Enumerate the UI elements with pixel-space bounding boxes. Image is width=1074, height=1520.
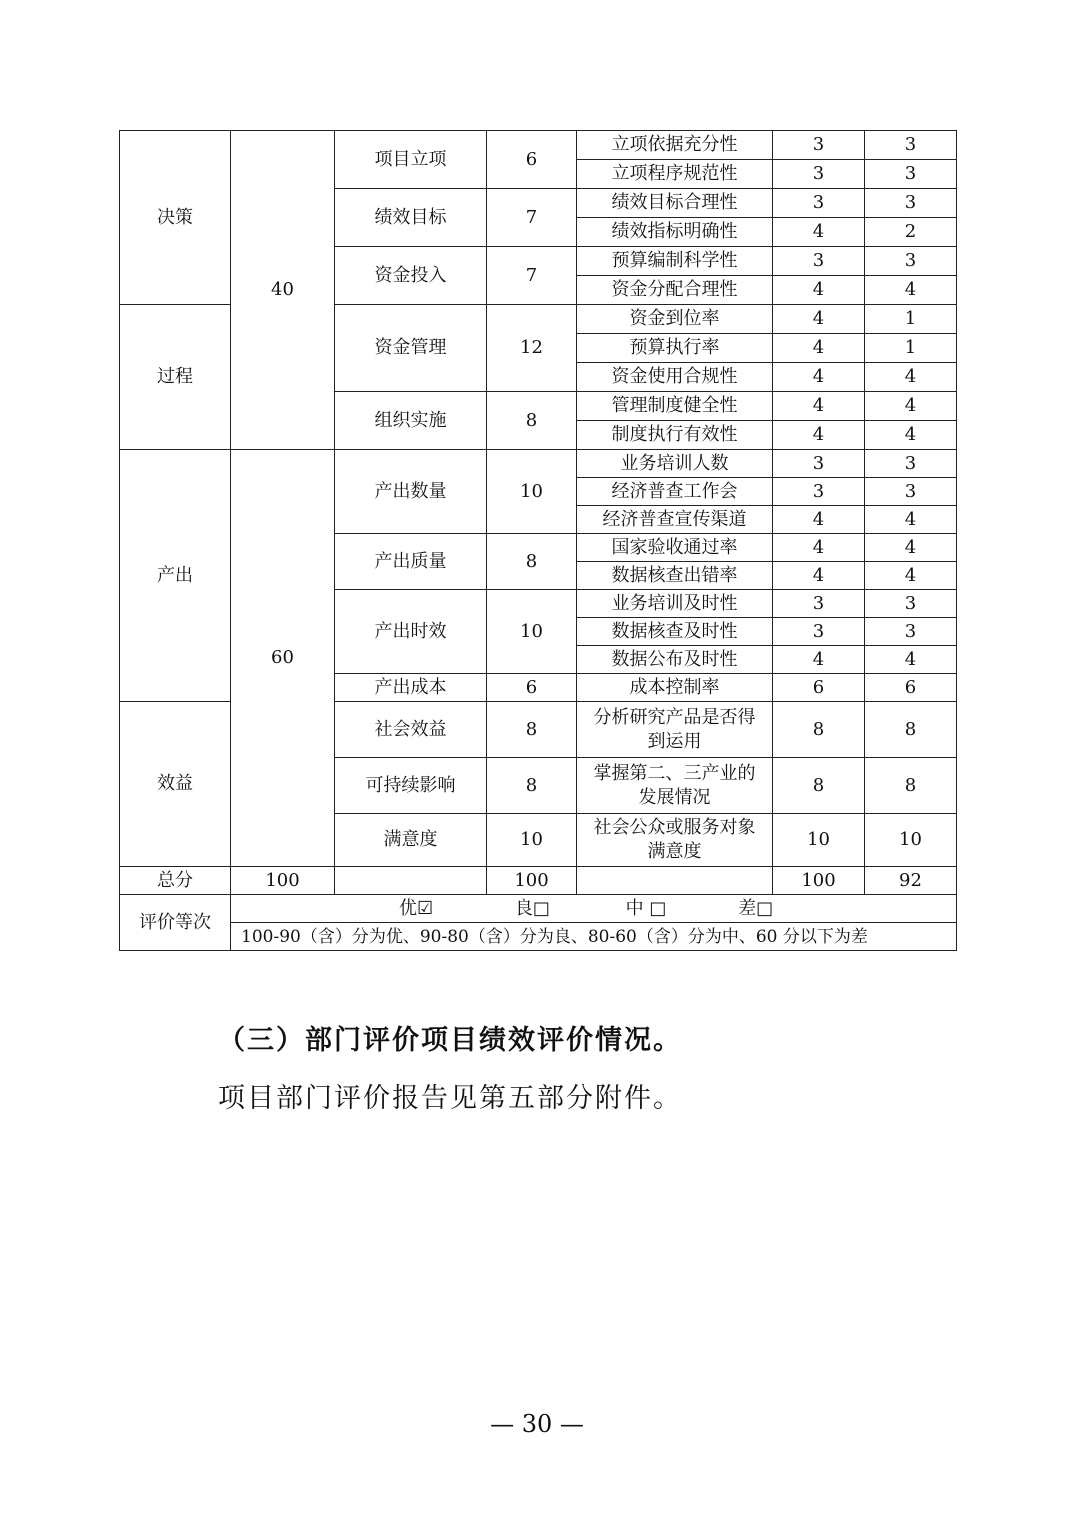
total-score: 92 (865, 867, 957, 895)
category-l2: 社会效益 (335, 702, 487, 758)
section-heading: （三）部门评价项目绩效评价情况。 (218, 1025, 682, 1056)
score: 1 (865, 334, 957, 363)
category-l2-score: 10 (487, 814, 577, 867)
grade-good: 良□ (514, 897, 550, 919)
weight: 4 (773, 534, 865, 562)
category-l2-score: 6 (487, 131, 577, 189)
indicator: 业务培训及时性 (577, 590, 773, 618)
indicator: 数据核查出错率 (577, 562, 773, 590)
indicator: 国家验收通过率 (577, 534, 773, 562)
weight: 4 (773, 506, 865, 534)
category-l2: 产出成本 (335, 674, 487, 702)
grade-excellent: 优☑ (399, 897, 434, 919)
indicator: 经济普查宣传渠道 (577, 506, 773, 534)
indicator-line: 发展情况 (638, 786, 711, 808)
category-l2-score: 12 (487, 305, 577, 392)
indicator: 立项程序规范性 (577, 160, 773, 189)
category-l1-score: 40 (231, 131, 335, 450)
indicator: 预算编制科学性 (577, 247, 773, 276)
category-l1: 过程 (120, 305, 231, 450)
grade-medium: 中 □ (625, 897, 667, 919)
table-row (120, 450, 957, 478)
grade-poor: 差□ (738, 897, 774, 919)
category-l1-score: 60 (231, 450, 335, 867)
score: 3 (865, 590, 957, 618)
weight: 3 (773, 131, 865, 160)
indicator: 数据公布及时性 (577, 646, 773, 674)
indicator (577, 758, 773, 814)
score: 1 (865, 305, 957, 334)
total-score1: 100 (231, 867, 335, 895)
indicator: 制度执行有效性 (577, 421, 773, 450)
category-l2: 产出数量 (335, 450, 487, 534)
score: 4 (865, 506, 957, 534)
category-l2-score: 7 (487, 247, 577, 305)
weight: 10 (773, 814, 865, 867)
category-l2: 可持续影响 (335, 758, 487, 814)
indicator-line: 社会公众或服务对象 (593, 817, 756, 838)
weight: 3 (773, 618, 865, 646)
weight: 3 (773, 590, 865, 618)
score: 3 (865, 160, 957, 189)
indicator: 绩效目标合理性 (577, 189, 773, 218)
evaluation-table (119, 130, 957, 951)
category-l2-score: 7 (487, 189, 577, 247)
weight: 3 (773, 478, 865, 506)
table-row (120, 131, 957, 160)
score: 10 (865, 814, 957, 867)
score: 4 (865, 421, 957, 450)
indicator: 数据核查及时性 (577, 618, 773, 646)
category-l2-score: 8 (487, 534, 577, 590)
weight: 3 (773, 160, 865, 189)
page-number: — 30 — (490, 1410, 584, 1438)
weight: 4 (773, 363, 865, 392)
category-l2-score: 10 (487, 450, 577, 534)
weight: 3 (773, 247, 865, 276)
category-l2: 资金投入 (335, 247, 487, 305)
category-l2: 资金管理 (335, 305, 487, 392)
score: 4 (865, 562, 957, 590)
category-l2: 组织实施 (335, 392, 487, 450)
indicator: 立项依据充分性 (577, 131, 773, 160)
total-score2: 100 (487, 867, 577, 895)
weight: 4 (773, 646, 865, 674)
indicator: 经济普查工作会 (577, 478, 773, 506)
weight: 3 (773, 189, 865, 218)
indicator (577, 814, 773, 867)
grade-legend-row (120, 923, 957, 951)
category-l2: 绩效目标 (335, 189, 487, 247)
weight: 4 (773, 276, 865, 305)
indicator: 业务培训人数 (577, 450, 773, 478)
weight: 4 (773, 421, 865, 450)
category-l2-score: 8 (487, 758, 577, 814)
indicator: 成本控制率 (577, 674, 773, 702)
weight: 4 (773, 562, 865, 590)
category-l2: 产出质量 (335, 534, 487, 590)
indicator: 绩效指标明确性 (577, 218, 773, 247)
indicator: 预算执行率 (577, 334, 773, 363)
score: 3 (865, 618, 957, 646)
category-l2-score: 8 (487, 702, 577, 758)
category-l2-score: 6 (487, 674, 577, 702)
score: 4 (865, 646, 957, 674)
weight: 3 (773, 450, 865, 478)
score: 2 (865, 218, 957, 247)
score: 3 (865, 189, 957, 218)
score: 3 (865, 247, 957, 276)
indicator: 资金使用合规性 (577, 363, 773, 392)
score: 3 (865, 478, 957, 506)
weight: 4 (773, 392, 865, 421)
grade-options (231, 895, 957, 923)
total-label: 总分 (120, 867, 231, 895)
grade-legend: 100-90（含）分为优、90-80（含）分为良、80-60（含）分为中、60 分以下为差 (231, 923, 957, 951)
total-row (120, 867, 957, 895)
category-l1: 决策 (120, 131, 231, 305)
weight: 8 (773, 702, 865, 758)
total-weight: 100 (773, 867, 865, 895)
grade-label: 评价等次 (120, 895, 231, 951)
indicator: 管理制度健全性 (577, 392, 773, 421)
score: 8 (865, 702, 957, 758)
weight: 4 (773, 334, 865, 363)
empty-cell (577, 867, 773, 895)
category-l2-score: 10 (487, 590, 577, 674)
indicator-line: 掌握第二、三产业的 (593, 762, 756, 784)
score: 6 (865, 674, 957, 702)
indicator: 资金到位率 (577, 305, 773, 334)
section-paragraph: 项目部门评价报告见第五部分附件。 (218, 1083, 682, 1114)
score: 3 (865, 131, 957, 160)
score: 8 (865, 758, 957, 814)
score: 3 (865, 450, 957, 478)
category-l1: 产出 (120, 450, 231, 702)
grade-row (120, 895, 957, 923)
category-l2: 产出时效 (335, 590, 487, 674)
category-l2-score: 8 (487, 392, 577, 450)
indicator (577, 702, 773, 758)
score: 4 (865, 534, 957, 562)
indicator-line: 到运用 (647, 730, 702, 752)
category-l1: 效益 (120, 702, 231, 867)
indicator: 资金分配合理性 (577, 276, 773, 305)
score: 4 (865, 363, 957, 392)
category-l2: 项目立项 (335, 131, 487, 189)
indicator-line: 分析研究产品是否得 (593, 706, 756, 728)
weight: 8 (773, 758, 865, 814)
score: 4 (865, 276, 957, 305)
empty-cell (335, 867, 487, 895)
category-l2: 满意度 (335, 814, 487, 867)
weight: 4 (773, 218, 865, 247)
weight: 4 (773, 305, 865, 334)
score: 4 (865, 392, 957, 421)
indicator-line: 满意度 (647, 841, 702, 862)
weight: 6 (773, 674, 865, 702)
